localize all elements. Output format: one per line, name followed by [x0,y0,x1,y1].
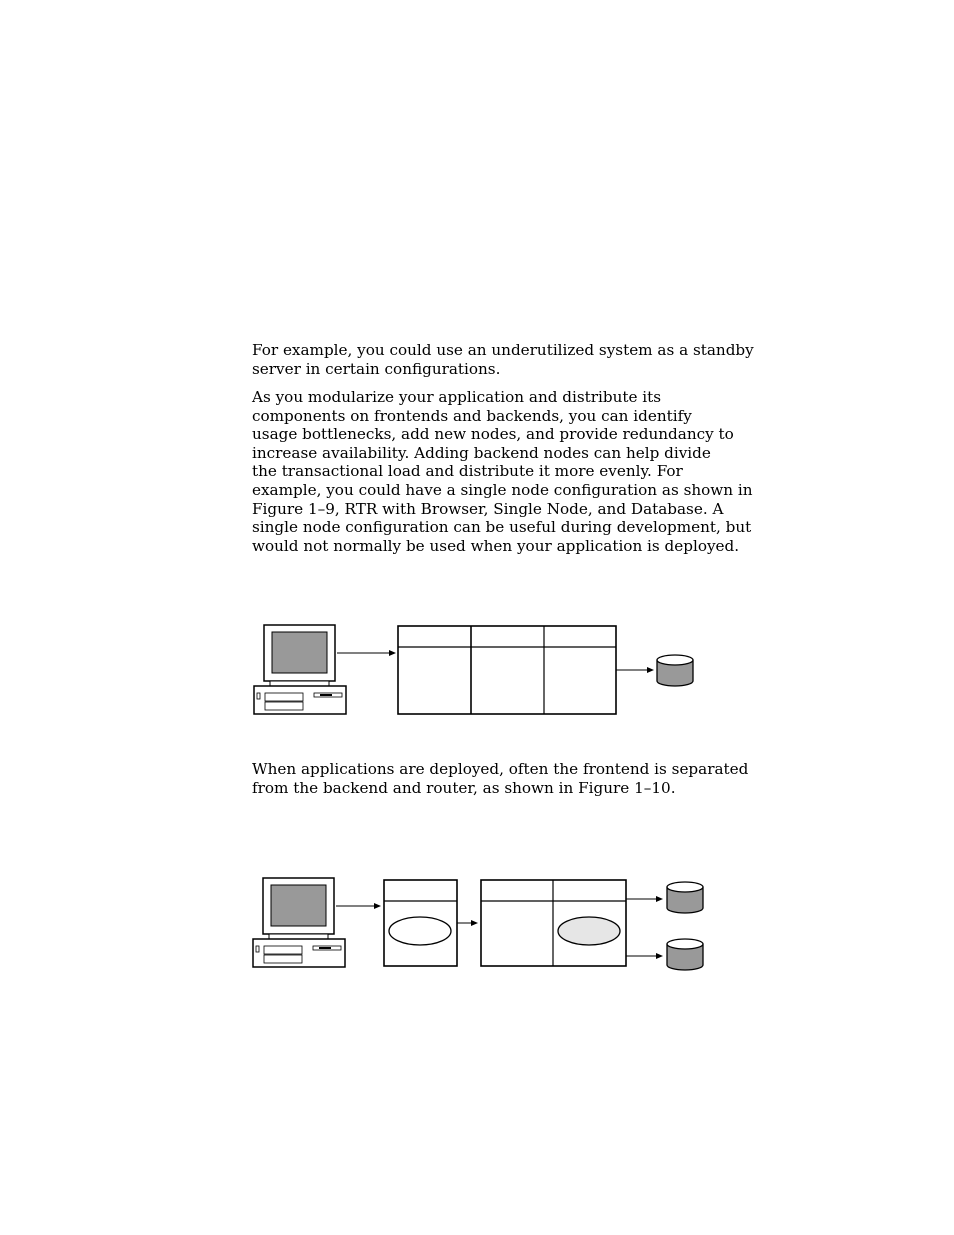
arrow-icon [626,953,663,959]
text-line: the transactional load and distribute it more evenly. For [252,462,683,481]
computer-icon [254,625,346,714]
arrow-icon [336,903,381,909]
paragraph-1 [252,341,752,378]
backend-node-box [481,880,626,966]
figure-single-node [0,615,954,725]
figure-separated-frontend [0,868,954,978]
database-icon [657,655,693,686]
text-line: Figure 1–9, RTR with Browser, Single Node, and Database. A [252,499,724,518]
text-line: would not normally be used when your application is deployed. [252,536,740,555]
computer-icon [253,878,345,967]
node-box [398,626,616,714]
database-icon [667,882,703,913]
computer-screen [271,885,326,926]
database-icon [667,939,703,970]
arrow-icon [337,650,396,656]
backend-process [558,917,620,945]
arrow-icon [457,920,478,926]
text-line: example, you could have a single node configuration as shown in [252,480,753,499]
text-line: server in certain configurations. [252,359,501,378]
text-line: For example, you could use an underutilized system as a standby [252,341,754,359]
text-line: increase availability. Adding backend nodes can help divide [252,443,711,462]
frontend-process [389,917,451,945]
text-line: When applications are deployed, often the frontend is separated [252,760,749,778]
arrow-icon [616,667,654,673]
frontend-node-box [384,880,457,966]
text-line: single node configuration can be useful during development, but [252,518,752,537]
text-line: from the backend and router, as shown in Figure 1–10. [252,778,676,797]
paragraph-3 [252,760,752,797]
computer-screen [272,632,327,673]
text-line: As you modularize your application and distribute its [252,388,662,406]
text-line: usage bottlenecks, add new nodes, and provide redundancy to [252,425,734,444]
paragraph-2 [252,388,752,555]
arrow-icon [626,896,663,902]
text-line: components on frontends and backends, you can identify [252,406,692,425]
